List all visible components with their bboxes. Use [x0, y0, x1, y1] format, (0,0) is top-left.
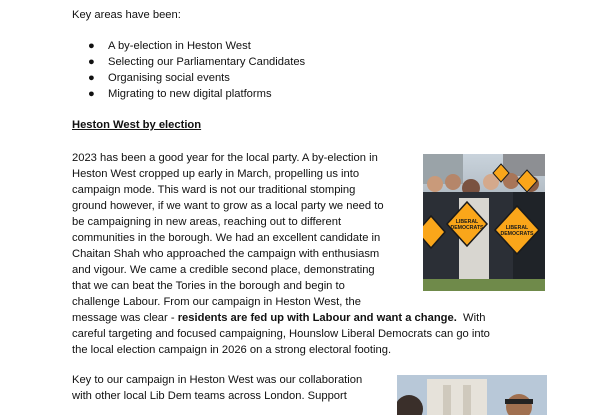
campaign-team-photo — [423, 154, 545, 291]
text-line: ground however, if we want to grow as a local party we need to — [72, 200, 384, 212]
text-line: message was clear - residents are fed up with Labour and want a change. With — [72, 312, 486, 324]
svg-text:DEMOCRATS: DEMOCRATS — [450, 225, 484, 231]
text-line: Heston West cropped up early in March, propelling us into — [72, 168, 360, 180]
text-line: Chaitan Shah who approached the campaign with enthusiasm — [72, 248, 380, 260]
list-item: ● Selecting our Parliamentary Candidates — [88, 56, 306, 68]
bullet-icon: ● — [88, 40, 95, 52]
text-line: and vigour. We came a credible second place, demonstrating — [72, 264, 375, 276]
text-line: be campaigning in new areas, reaching out to different — [72, 216, 342, 228]
text-line: that we can beat the Tories in the borough and begin to — [72, 280, 345, 292]
svg-text:DEMOCRATS: DEMOCRATS — [500, 231, 534, 237]
section-heading: Heston West by election — [72, 119, 202, 131]
list-item: ● Migrating to new digital platforms — [88, 88, 272, 100]
text-line: Key to our campaign in Heston West was our collaboration — [72, 374, 363, 386]
intro-text: Key areas have been: — [72, 9, 181, 21]
group-photo — [397, 375, 547, 415]
text-line: challenge Labour. From our campaign in Heston West, the — [72, 296, 361, 308]
text-line: with other local Lib Dem teams across London. Support — [72, 390, 347, 402]
text-line: careful targeting and focused campaigning, Hounslow Liberal Democrats can go into — [72, 328, 490, 340]
key-areas-list — [72, 38, 305, 102]
paragraph-collaboration — [72, 372, 362, 404]
svg-text:LIBERAL: LIBERAL — [455, 219, 479, 225]
key-message: residents are fed up with Labour and want a change. — [177, 312, 457, 324]
text-line: campaign mode. This ward is not our traditional stomping — [72, 184, 356, 196]
bullet-icon: ● — [88, 56, 95, 68]
svg-text:LIBERAL: LIBERAL — [505, 225, 529, 231]
text-line: communities in the borough. We had an excellent candidate in — [72, 232, 381, 244]
bullet-icon: ● — [88, 72, 95, 84]
bullet-icon: ● — [88, 88, 95, 100]
list-item: ● Organising social events — [88, 72, 230, 84]
list-item: ● A by-election in Heston West — [88, 40, 251, 52]
text-line: 2023 has been a good year for the local party. A by-election in — [72, 152, 378, 164]
text-line: the local election campaign in 2026 on a strong electoral footing. — [72, 344, 392, 356]
